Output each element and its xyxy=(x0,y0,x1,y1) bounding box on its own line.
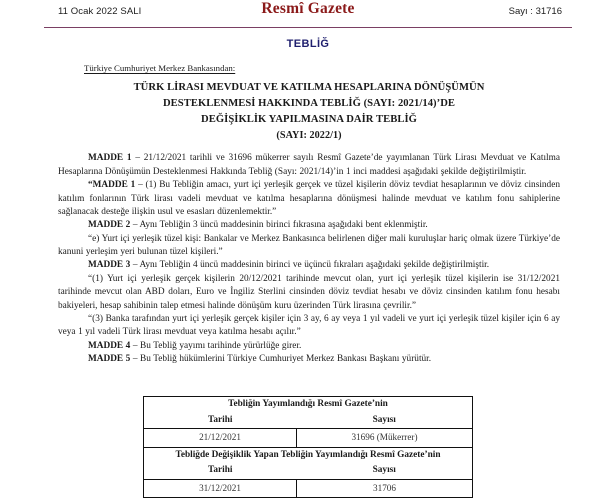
article-paragraph-9 xyxy=(58,353,560,366)
publication-history-table-wrap xyxy=(143,396,473,498)
masthead-title: Resmî Gazete xyxy=(261,0,355,17)
document-title-line-3: DEĞİŞİKLİK YAPILMASINA DAİR TEBLİĞ xyxy=(201,114,417,126)
article-text-1: – 21/12/2021 tarihli ve 31696 mükerrer sayılı Resmî Gazete’de yayımlanan Türk Lirası Mevduat ve Katılma Hesaplarına Dönüşümün Desteklenmesi Hakkında Tebliğ (Sayı: 2021/14)’in 1 inci maddesi aşağıdaki şekilde değiştirilmiştir. xyxy=(58,153,560,177)
document-title-line-1: TÜRK LİRASI MEVDUAT VE KATILMA HESAPLARINA DÖNÜŞÜMÜN xyxy=(133,82,485,94)
document-title xyxy=(58,80,560,143)
article-text-6: “(1) Yurt içi yerleşik gerçek kişilerin 20/12/2021 tarihinde mevcut olan, yurt içi yerleşik tüzel kişilerin ise 31/12/2021 tarihinde mevcut olan ABD doları, Euro ve İngiliz Sterlini cinsinden döviz tevdiat hesabı ve döviz cinsinden katılım fonu hesabı bakiyeleri, hesap sahibinin talep etmesi halinde dönüşüm kuru üzerinden Türk lirasına çevrilir.” xyxy=(58,273,560,311)
table-row xyxy=(144,413,473,429)
document-body xyxy=(58,50,560,366)
article-text-4: “e) Yurt içi yerleşik tüzel kişi: Bankalar ve Merkez Bankasınca belirlenen diğer mali kuruluşlar hariç olmak üzere Türkiye’de kanuni yerleşim yeri bulunan tüzel kişileri.” xyxy=(58,233,560,258)
publication-history-table xyxy=(143,396,473,498)
article-paragraph-5 xyxy=(58,259,560,272)
document-title-line-4: (SAYI: 2022/1) xyxy=(276,130,342,142)
article-paragraph-2 xyxy=(58,179,560,219)
table-row xyxy=(144,429,473,447)
article-paragraph-8 xyxy=(58,340,560,353)
article-label-2: “MADDE 1 xyxy=(88,180,136,191)
document-title-line-2: DESTEKLENMESİ HAKKINDA TEBLİĞ (SAYI: 2021/14)’DE xyxy=(162,98,456,110)
article-text-7: “(3) Banka tarafından yurt içi yerleşik gerçek kişiler için 3 ay, 6 ay veya 1 yıl vadeli ve yurt içi yerleşik tüzel kişiler için 6 ay veya 1 yıl vadeli Türk lirası mevduat veya katılma hesabı açılır.” xyxy=(58,313,560,338)
table-banner-amendment: Tebliğde Değişiklik Yapan Tebliğin Yayımlandığı Resmî Gazete’nin xyxy=(144,447,473,463)
article-text-2: – (1) Bu Tebliğin amacı, yurt içi yerleşik gerçek ve tüzel kişilerin döviz tevdiat hesaplarının ve döviz cinsinden katılım fonlarının Türk lirası vadeli mevduat ve katılma hesaplarına dönüşmesi halinde mevduat ve katılım fonu sahiplerine sağlanacak desteğe ilişkin usul ve esasları düzenlemektir.” xyxy=(58,180,560,217)
masthead-date: 11 Ocak 2022 SALI xyxy=(58,6,142,17)
article-label-8: MADDE 4 xyxy=(88,340,131,351)
table-cell-number-2: 31706 xyxy=(296,479,472,497)
section-heading: TEBLİĞ xyxy=(286,38,330,50)
article-text-8: – Bu Tebliğ yayımı tarihinde yürürlüğe girer. xyxy=(130,340,302,351)
article-text-5: – Aynı Tebliğin 4 üncü maddesinin birinci ve üçüncü fıkraları aşağıdaki şekilde değiştirilmiştir. xyxy=(130,260,490,271)
table-colheader-date-1: Tarihi xyxy=(144,413,297,429)
table-row xyxy=(144,397,473,413)
table-cell-date-1: 21/12/2021 xyxy=(144,429,297,447)
table-colheader-date-2: Tarihi xyxy=(144,463,297,479)
table-colheader-number-1: Sayısı xyxy=(296,413,472,429)
article-label-9: MADDE 5 xyxy=(88,354,131,365)
article-paragraph-7 xyxy=(58,313,560,340)
table-cell-date-2: 31/12/2021 xyxy=(144,479,297,497)
article-text-3: – Aynı Tebliğin 3 üncü maddesinin birinci fıkrasına aşağıdaki bent eklenmiştir. xyxy=(130,220,428,231)
gazette-masthead xyxy=(44,0,572,28)
article-label-5: MADDE 3 xyxy=(88,260,131,271)
masthead-issue-number: Sayı : 31716 xyxy=(508,6,562,17)
article-paragraph-1 xyxy=(58,152,560,179)
table-row xyxy=(144,463,473,479)
table-banner-original: Tebliğin Yayımlandığı Resmî Gazete’nin xyxy=(144,397,473,413)
table-cell-number-1: 31696 (Mükerrer) xyxy=(296,429,472,447)
issuer-line: Türkiye Cumhuriyet Merkez Bankasından: xyxy=(84,63,236,73)
table-colheader-number-2: Sayısı xyxy=(296,463,472,479)
article-label-1: MADDE 1 xyxy=(88,153,132,164)
table-row xyxy=(144,479,473,497)
article-text-9: – Bu Tebliğ hükümlerini Türkiye Cumhuriyet Merkez Bankası Başkanı yürütür. xyxy=(130,354,432,365)
article-paragraph-6 xyxy=(58,273,560,313)
article-paragraph-3 xyxy=(58,219,560,232)
article-paragraph-4 xyxy=(58,233,560,260)
issuer-line-wrap xyxy=(58,62,560,80)
article-label-3: MADDE 2 xyxy=(88,220,131,231)
table-row xyxy=(144,447,473,463)
